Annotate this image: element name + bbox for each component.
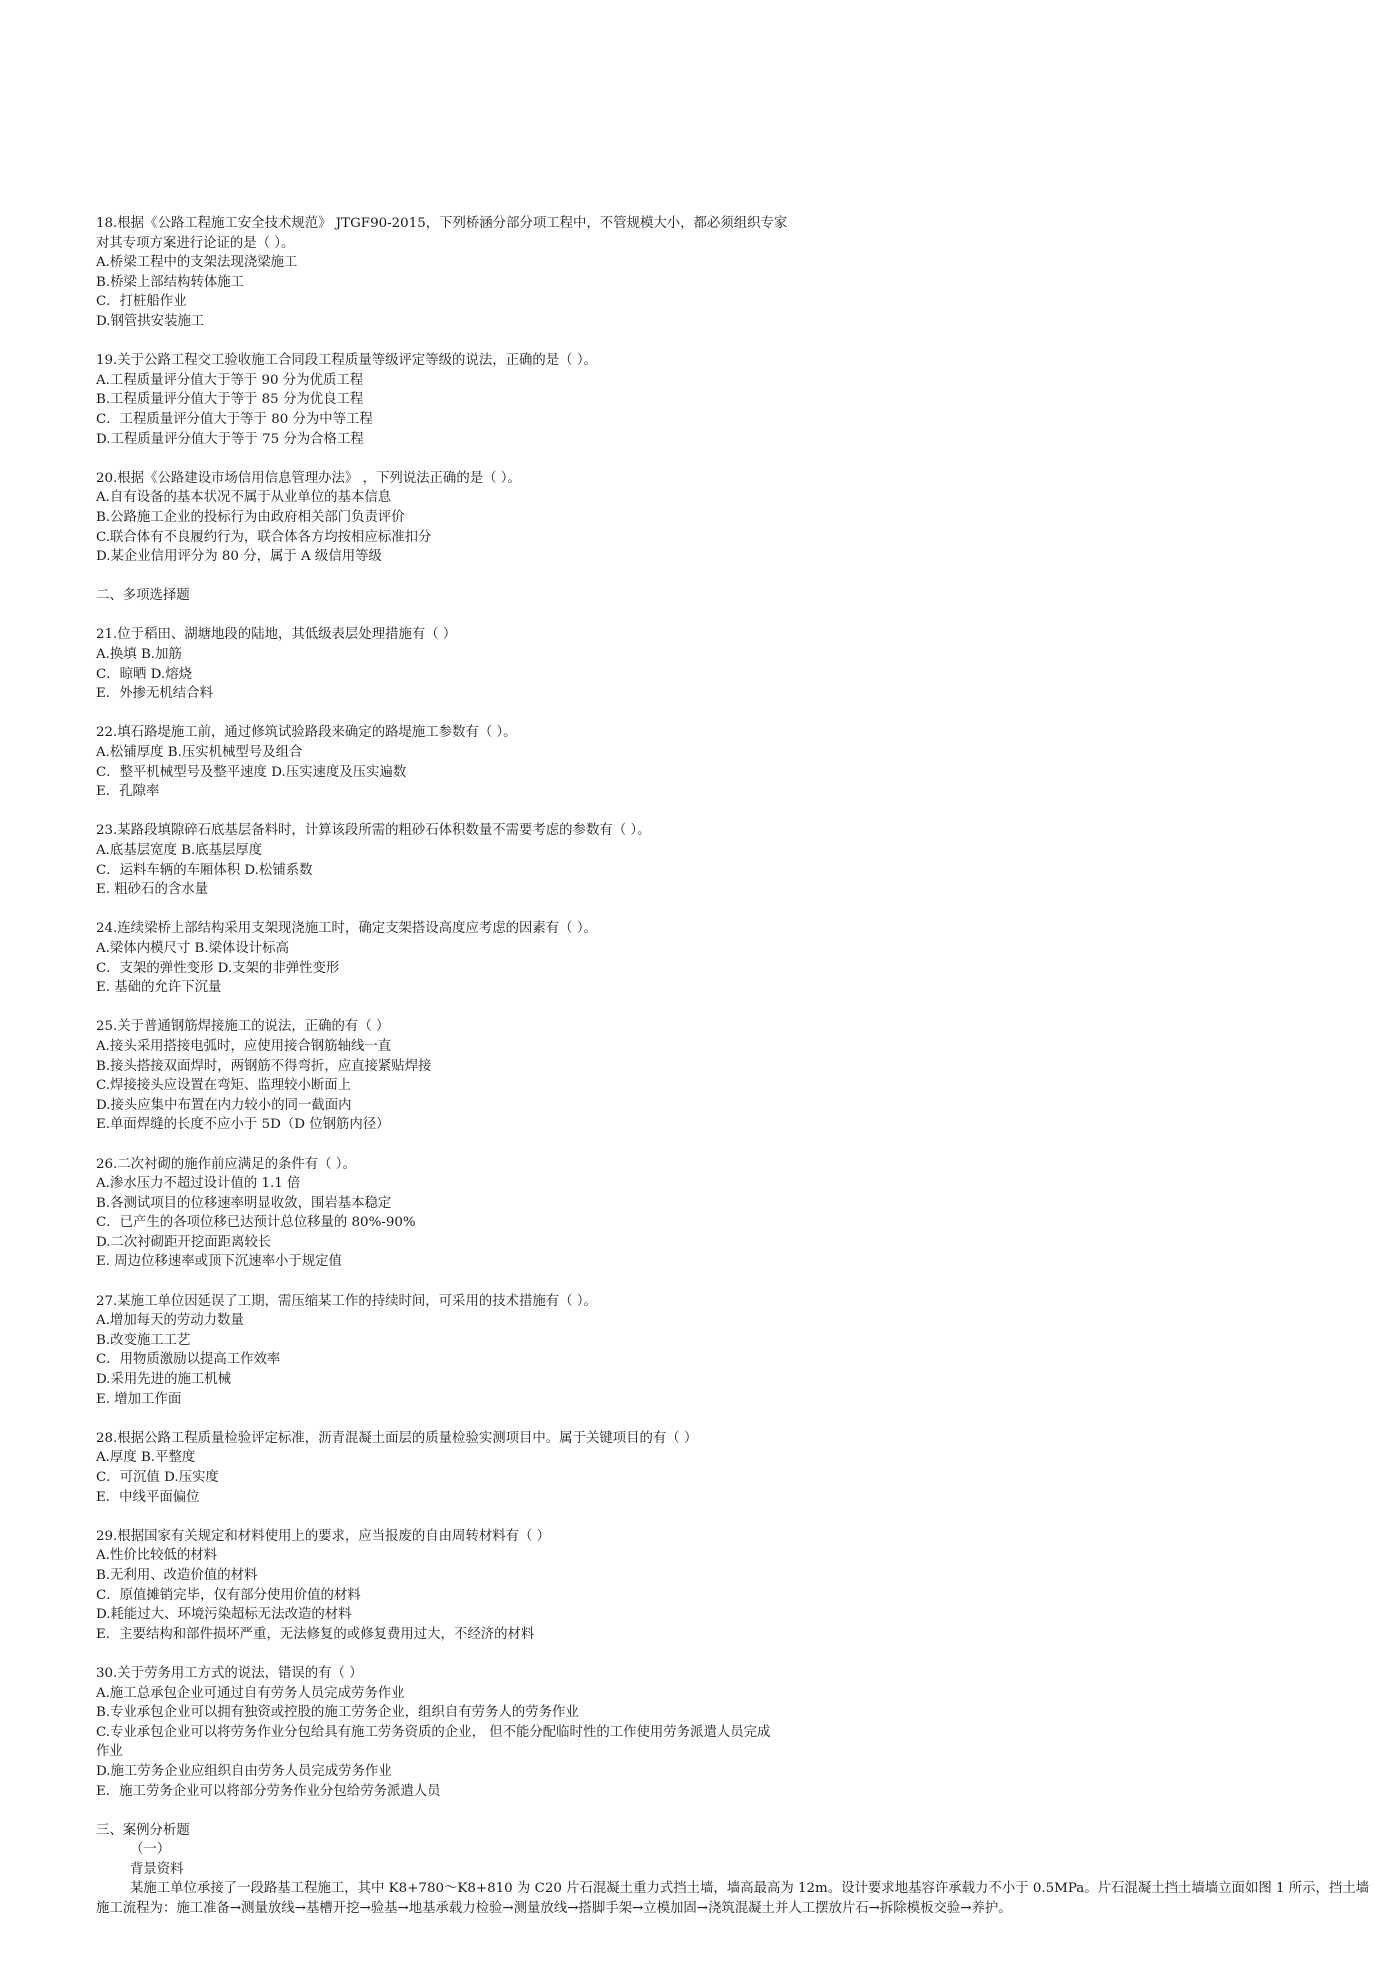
question-stem: 20.根据《公路建设市场信用信息管理办法》 ，下列说法正确的是（ ）。 [96, 470, 521, 486]
question-22 [96, 723, 1376, 801]
option: B.改变施工工艺 [96, 1332, 191, 1348]
option: D.耗能过大、环境污染超标无法改造的材料 [96, 1607, 352, 1623]
option: C．整平机械型号及整平速度 D.压实速度及压实遍数 [96, 764, 407, 780]
question-stem: 29.根据国家有关规定和材料使用上的要求，应当报废的自由周转材料有（ ） [96, 1528, 551, 1544]
option: B.各测试项目的位移速率明显收敛，围岩基本稳定 [96, 1195, 392, 1211]
case-number: （一） [130, 1842, 171, 1858]
question-27 [96, 1292, 1376, 1410]
question-18 [96, 214, 1376, 332]
option: A.性价比较低的材料 [96, 1548, 218, 1564]
option: A.接头采用搭接电弧时，应使用接合钢筋轴线一直 [96, 1038, 392, 1054]
question-29 [96, 1527, 1376, 1645]
question-stem: 27.某施工单位因延误了工期，需压缩某工作的持续时间，可采用的技术措施有（ ）。 [96, 1293, 597, 1309]
question-stem: 23.某路段填隙碎石底基层备料时，计算该段所需的粗砂石体积数量不需要考虑的参数有（ ）。 [96, 823, 651, 839]
question-stem: 对其专项方案进行论证的是（ ）。 [96, 235, 295, 251]
question-stem: 30.关于劳务用工方式的说法，错误的有（ ） [96, 1665, 363, 1681]
option: B.无利用、改造价值的材料 [96, 1567, 258, 1583]
option: B.工程质量评分值大于等于 85 分为优良工程 [96, 392, 364, 408]
option: A.梁体内模尺寸 B.梁体设计标高 [96, 940, 289, 956]
document-page [96, 214, 1376, 1919]
question-stem: 24.连续梁桥上部结构采用支架现浇施工时，确定支架搭设高度应考虑的因素有（ ）。 [96, 921, 597, 937]
option: D.某企业信用评分为 80 分，属于 A 级信用等级 [96, 549, 382, 565]
question-23 [96, 821, 1376, 899]
option: E．孔隙率 [96, 784, 160, 800]
option: E．外掺无机结合料 [96, 686, 213, 702]
question-21 [96, 625, 1376, 703]
question-20 [96, 469, 1376, 567]
option: E.单面焊缝的长度不应小于 5D（D 位钢筋内径） [96, 1117, 390, 1133]
option: A.底基层宽度 B.底基层厚度 [96, 843, 263, 858]
option: A.桥梁工程中的支架法现浇梁施工 [96, 255, 298, 271]
option: D.采用先进的施工机械 [96, 1372, 232, 1388]
option: A.松铺厚度 B.压实机械型号及组合 [96, 745, 303, 761]
option: B.桥梁上部结构转体施工 [96, 274, 245, 290]
question-19 [96, 351, 1376, 449]
case-study [96, 1840, 1376, 1918]
option: C．可沉值 D.压实度 [96, 1470, 219, 1485]
option: C.焊接接头应设置在弯矩、监理较小断面上 [96, 1078, 352, 1094]
question-24 [96, 919, 1376, 997]
question-28 [96, 1429, 1376, 1507]
option: B.公路施工企业的投标行为由政府相关部门负责评价 [96, 509, 405, 525]
question-stem: 28.根据公路工程质量检验评定标准，沥青混凝土面层的质量检验实测项目中。属于关键项目的有（ ） [96, 1430, 698, 1446]
option: A.增加每天的劳动力数量 [96, 1313, 244, 1329]
option: D.接头应集中布置在内力较小的同一截面内 [96, 1097, 352, 1113]
option: C．支架的弹性变形 D.支架的非弹性变形 [96, 960, 340, 976]
option: A.自有设备的基本状况不属于从业单位的基本信息 [96, 490, 392, 506]
case-paragraph: 某施工单位承接了一段路基工程施工，其中 K8+780～K8+810 为 C20 片石混凝土重力式挡土墙，墙高最高为 12m。设计要求地基容许承载力不小于 0.5MPa。片石混凝土挡土墙墙立面如图 1 所示，挡土墙施工流程为：施工准备→测量放线→基槽开挖→验基→地基承载力检验→测量放线→搭脚手架→立模加固→浇筑混凝土并人工摆放片石→拆除模板交验→养护。 [96, 1881, 1370, 1917]
option: E. 增加工作面 [96, 1391, 182, 1407]
option: C．打桩船作业 [96, 294, 187, 310]
option: B.专业承包企业可以拥有独资或控股的施工劳务企业，组织自有劳务人的劳务作业 [96, 1705, 579, 1721]
option: D.工程质量评分值大于等于 75 分为合格工程 [96, 431, 364, 447]
question-26 [96, 1155, 1376, 1273]
option: A.换填 B.加筋 [96, 647, 182, 663]
section-heading-multiple-choice: 二、多项选择题 [96, 588, 190, 604]
option: E．中线平面偏位 [96, 1489, 200, 1505]
background-title: 背景资料 [130, 1861, 184, 1877]
question-stem: 21.位于稻田、湖塘地段的陆地，其低级表层处理措施有（ ） [96, 627, 457, 643]
option: C.专业承包企业可以将劳务作业分包给具有施工劳务资质的企业， 但不能分配临时性的工作使用劳务派遣人员完成 [96, 1724, 771, 1740]
question-25 [96, 1017, 1376, 1135]
option: C．晾晒 D.熔烧 [96, 666, 192, 682]
option-continuation: 作业 [96, 1744, 123, 1760]
option: A.工程质量评分值大于等于 90 分为优质工程 [96, 372, 364, 388]
option: A.渗水压力不超过设计值的 1.1 倍 [96, 1176, 301, 1192]
option: B.接头搭接双面焊时，两钢筋不得弯折，应直接紧贴焊接 [96, 1058, 432, 1074]
question-stem: 26.二次衬砌的施作前应满足的条件有（ ）。 [96, 1156, 356, 1172]
option: A.厚度 B.平整度 [96, 1450, 196, 1466]
question-stem: 18.根据《公路工程施工安全技术规范》 JTGF90-2015，下列桥涵分部分项工程中，不管规模大小，都必须组织专家 [96, 216, 788, 231]
option: D.二次衬砌距开挖面距离较长 [96, 1234, 272, 1250]
question-stem: 19.关于公路工程交工验收施工合同段工程质量等级评定等级的说法，正确的是（ ）。 [96, 353, 597, 369]
option: D.钢管拱安装施工 [96, 313, 205, 329]
option: E．施工劳务企业可以将部分劳务作业分包给劳务派遣人员 [96, 1783, 441, 1799]
option: C．工程质量评分值大于等于 80 分为中等工程 [96, 411, 373, 427]
section-heading-case-analysis: 三、案例分析题 [96, 1822, 190, 1838]
option: E. 周边位移速率或顶下沉速率小于规定值 [96, 1254, 342, 1270]
question-stem: 22.填石路堤施工前，通过修筑试验路段来确定的路堤施工参数有（ ）。 [96, 725, 517, 741]
option: E. 基础的允许下沉量 [96, 980, 222, 996]
option: D.施工劳务企业应组织自由劳务人员完成劳务作业 [96, 1763, 392, 1779]
option: C．用物质激励以提高工作效率 [96, 1352, 281, 1368]
option: C．运料车辆的车厢体积 D.松铺系数 [96, 862, 313, 878]
option: A.施工总承包企业可通过自有劳务人员完成劳务作业 [96, 1685, 405, 1701]
option: E. 粗砂石的含水量 [96, 882, 209, 898]
question-stem: 25.关于普通钢筋焊接施工的说法，正确的有（ ） [96, 1019, 390, 1035]
option: C．已产生的各项位移已达预计总位移量的 80%-90% [96, 1215, 416, 1231]
option: E．主要结构和部件损坏严重，无法修复的或修复费用过大，不经济的材料 [96, 1626, 535, 1642]
option: C．原值摊销完毕，仅有部分使用价值的材料 [96, 1587, 361, 1603]
question-30 [96, 1664, 1376, 1801]
option: C.联合体有不良履约行为，联合体各方均按相应标准扣分 [96, 529, 432, 545]
